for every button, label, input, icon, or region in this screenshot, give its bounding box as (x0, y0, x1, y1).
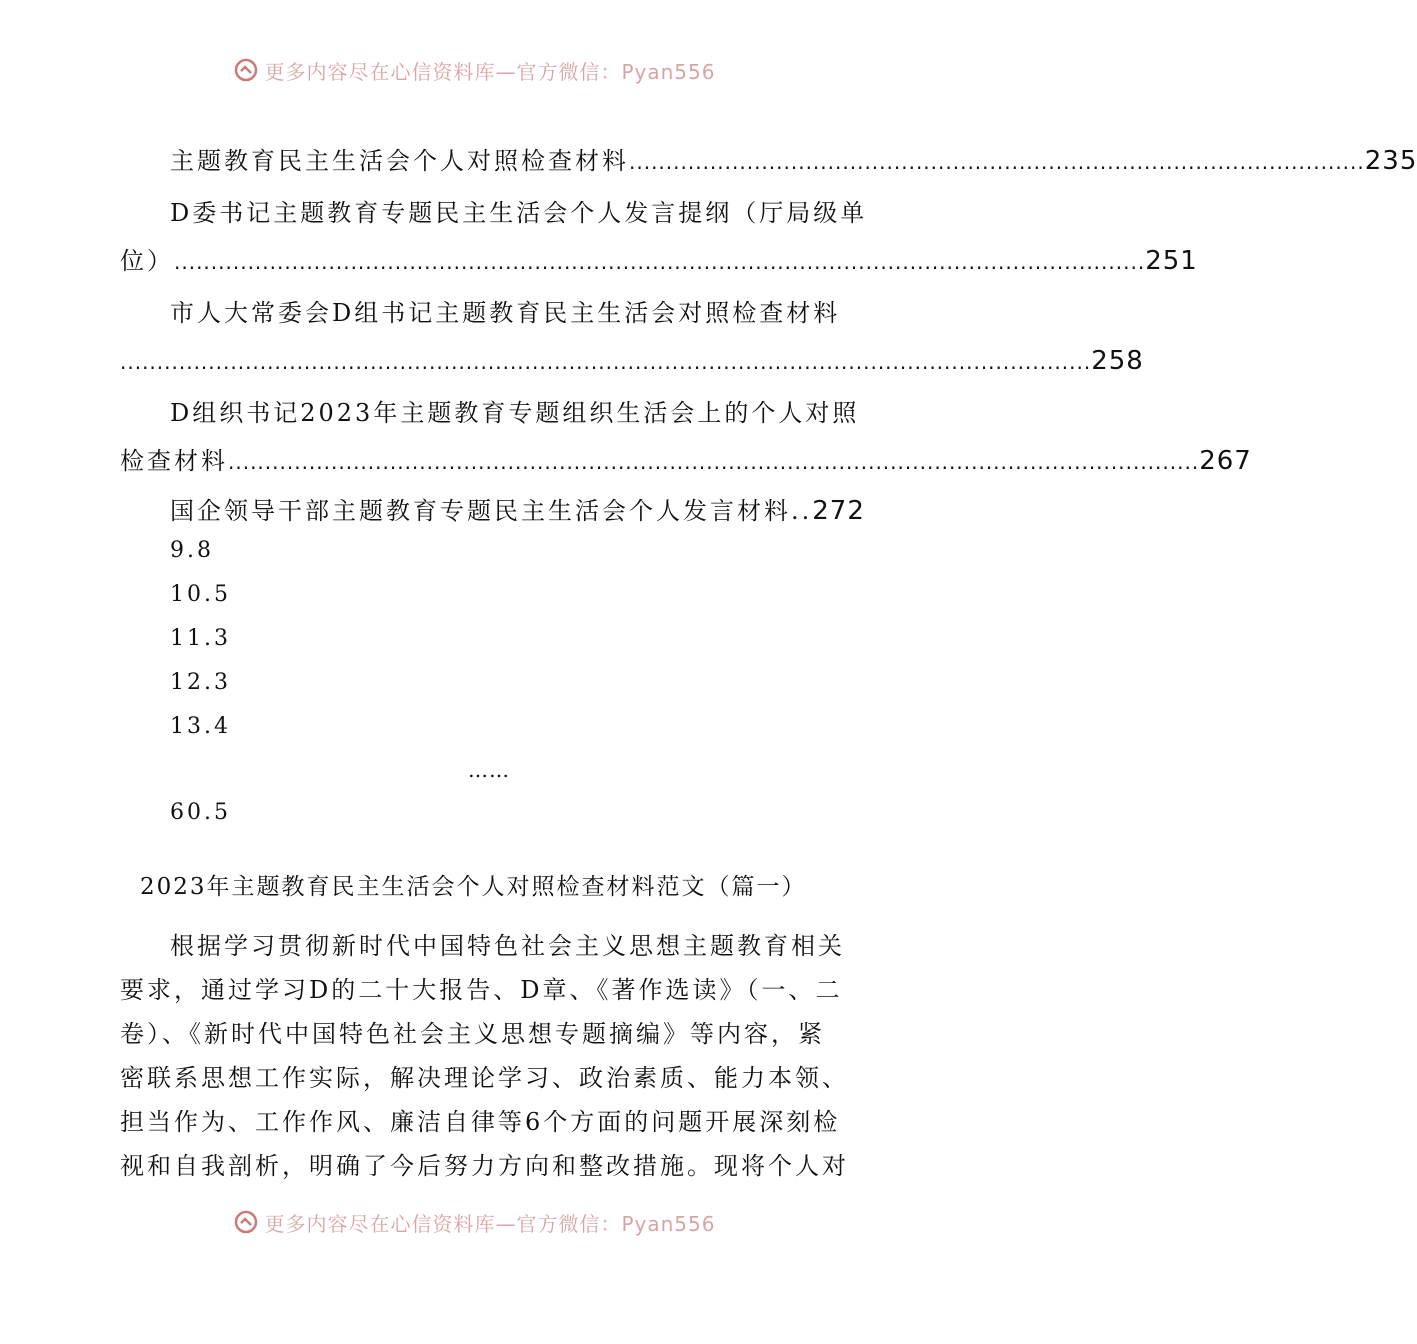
brand-logo-icon (234, 58, 258, 82)
toc-page-number: 251 (1145, 246, 1198, 276)
toc-page-number: 267 (1199, 446, 1252, 476)
watermark-text: 更多内容尽在心信资料库—官方微信：Pyan556 (264, 59, 716, 84)
toc-leader-dots: .................................................................................................................................... (228, 450, 1200, 474)
toc-leader-dots: .................................................................................................................................... (174, 250, 1146, 274)
toc-entry[interactable] (170, 146, 1417, 177)
toc-entry-title[interactable]: D组织书记2023年主题教育专题组织生活会上的个人对照 (170, 399, 860, 427)
watermark-text: 更多内容尽在心信资料库—官方微信：Pyan556 (264, 1211, 716, 1236)
toc-leader-dots: .................................................................................................................................... (120, 350, 1092, 374)
toc-entry-title: 主题教育民主生活会个人对照检查材料 (170, 147, 629, 175)
paragraph-line: 担当作为、工作作风、廉洁自律等6个方面的问题开展深刻检 (120, 1108, 841, 1136)
toc-entry-title: 国企领导干部主题教育专题民主生活会个人发言材料.. (170, 497, 813, 525)
toc-entry[interactable] (170, 496, 865, 526)
toc-entry-title-cont: 检查材料 (120, 447, 228, 475)
toc-page-number: 235 (1364, 146, 1417, 176)
toc-entry-title[interactable]: D委书记主题教育专题民主生活会个人发言提纲（厅局级单 (170, 199, 868, 227)
footer-watermark (0, 1202, 950, 1242)
toc-entry-title[interactable]: 市人大常委会D组书记主题教育民主生活会对照检查材料 (170, 299, 841, 327)
toc-leader-dots: .................................................................................................... (629, 150, 1365, 174)
header-watermark (0, 50, 950, 90)
number-item: 9.8 (170, 538, 214, 563)
toc-entry[interactable] (120, 346, 1144, 377)
brand-logo-icon (234, 1210, 258, 1234)
number-item: 10.5 (170, 582, 231, 607)
number-item: 12.3 (170, 670, 231, 695)
number-item-last: 60.5 (170, 800, 231, 825)
toc-entry[interactable] (120, 246, 1198, 277)
number-item: 13.4 (170, 714, 231, 739)
paragraph-line: 卷）、《新时代中国特色社会主义思想专题摘编》等内容，紧 (120, 1020, 825, 1048)
toc-entry[interactable] (120, 446, 1252, 477)
paragraph-line: 根据学习贯彻新时代中国特色社会主义思想主题教育相关 (170, 932, 845, 960)
number-item: 11.3 (170, 626, 231, 651)
paragraph-line: 视和自我剖析，明确了今后努力方向和整改措施。现将个人对 (120, 1152, 849, 1180)
toc-page-number: 272 (812, 496, 865, 526)
toc-entry-title-cont: 位） (120, 247, 174, 275)
paragraph-line: 密联系思想工作实际，解决理论学习、政治素质、能力本领、 (120, 1064, 849, 1092)
article-heading: 2023年主题教育民主生活会个人对照检查材料范文（篇一） (140, 874, 807, 900)
ellipsis: …… (468, 758, 510, 782)
toc-page-number: 258 (1091, 346, 1144, 376)
paragraph-line: 要求，通过学习D的二十大报告、D章、《著作选读》（一、二 (120, 976, 843, 1004)
